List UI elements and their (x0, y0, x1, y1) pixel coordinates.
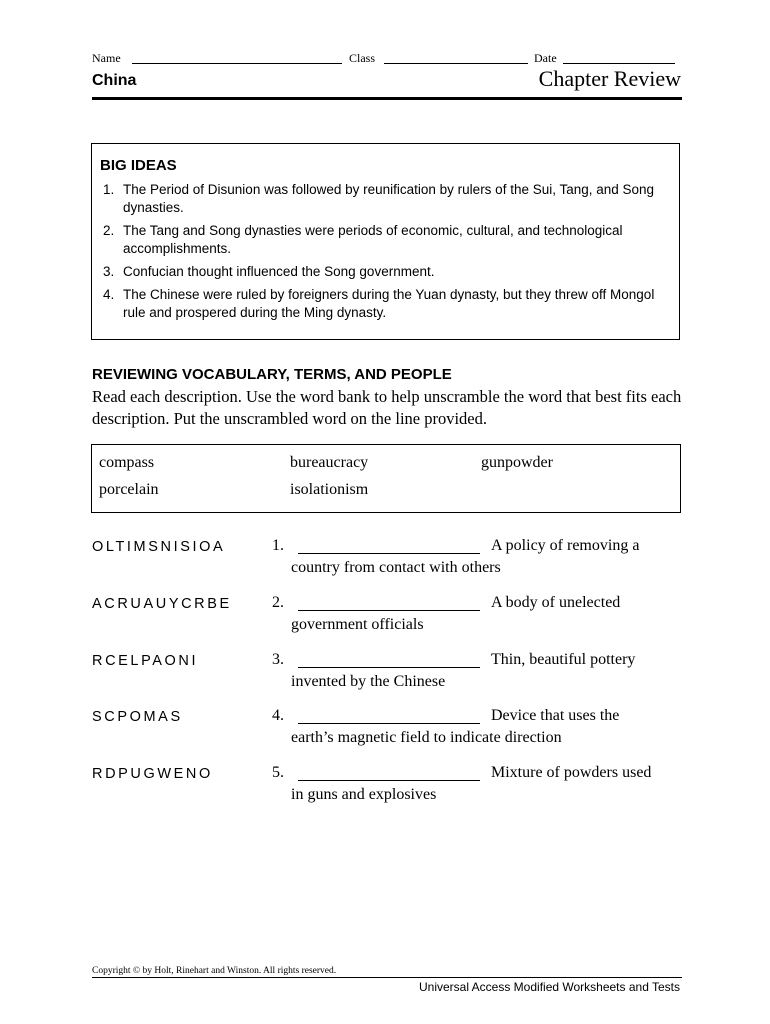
big-idea-text: Confucian thought influenced the Song government. (123, 264, 435, 279)
scrambled-word: SCPOMAS (92, 709, 183, 725)
scrambled-word: RCELPAONI (92, 653, 199, 669)
word-bank-item: porcelain (99, 481, 159, 498)
name-label: Name (92, 51, 121, 65)
copyright-notice: Copyright © by Holt, Rinehart and Winston. All rights reserved. (92, 966, 337, 976)
scrambled-word: OLTIMSNISIOA (92, 539, 226, 555)
big-idea-number: 3. (103, 264, 115, 279)
question-number: 1. (272, 537, 284, 554)
definition-line-1: Thin, beautiful pottery (491, 651, 636, 668)
big-idea-number: 1. (103, 182, 115, 197)
subject-title: China (92, 72, 137, 89)
big-idea-item (103, 263, 671, 281)
definition-line-1: Device that uses the (491, 707, 620, 724)
word-bank-item: bureaucracy (290, 454, 369, 471)
question-number: 3. (272, 651, 284, 668)
definition-line-1: A body of unelected (491, 594, 621, 611)
vocab-question (92, 651, 682, 701)
word-bank-item: gunpowder (481, 454, 553, 471)
answer-line[interactable] (298, 667, 480, 668)
answer-line[interactable] (298, 553, 480, 554)
date-label: Date (534, 51, 557, 65)
vocab-question (92, 594, 682, 644)
big-idea-text: The Period of Disunion was followed by reunification by rulers of the Sui, Tang, and Song dynasties. (123, 182, 655, 215)
big-idea-number: 4. (103, 287, 115, 302)
big-idea-item (103, 222, 671, 258)
answer-line[interactable] (298, 780, 480, 781)
definition-line-1: Mixture of powders used (491, 764, 652, 781)
definition-line-2: government officials (291, 616, 424, 633)
word-bank (91, 444, 681, 513)
scrambled-word: ACRUAUYCRBE (92, 596, 232, 612)
chapter-title: Chapter Review (538, 66, 681, 91)
definition-line-2: country from contact with others (291, 559, 501, 576)
scrambled-word: RDPUGWENO (92, 766, 213, 782)
big-idea-number: 2. (103, 223, 115, 238)
student-info-header (92, 51, 682, 65)
big-ideas-title: BIG IDEAS (100, 157, 177, 174)
vocab-question (92, 537, 682, 587)
big-ideas-list (103, 181, 671, 327)
class-field[interactable] (384, 63, 528, 64)
question-number: 5. (272, 764, 284, 781)
definition-line-2: invented by the Chinese (291, 673, 446, 690)
name-field[interactable] (132, 63, 342, 64)
question-number: 4. (272, 707, 284, 724)
vocab-question (92, 707, 682, 757)
big-idea-text: The Tang and Song dynasties were periods of economic, cultural, and technological accomplishments. (123, 223, 623, 256)
footer-source: Universal Access Modified Worksheets and Tests (418, 980, 680, 994)
vocab-instructions: Read each description. Use the word bank to help unscramble the word that best fits each description. Put the unscrambled word on the line provided. (92, 387, 682, 428)
big-idea-item (103, 286, 671, 322)
big-idea-text: The Chinese were ruled by foreigners during the Yuan dynasty, but they threw off Mongol rule and prospered during the Ming dynasty. (123, 287, 655, 320)
answer-line[interactable] (298, 610, 480, 611)
word-bank-item: isolationism (290, 481, 369, 498)
vocab-section-title: REVIEWING VOCABULARY, TERMS, AND PEOPLE (92, 366, 452, 383)
vocab-question (92, 764, 682, 814)
word-bank-item: compass (99, 454, 155, 471)
big-idea-item (103, 181, 671, 217)
definition-line-1: A policy of removing a (491, 537, 640, 554)
question-number: 2. (272, 594, 284, 611)
definition-line-2: in guns and explosives (291, 786, 437, 803)
header-divider (92, 97, 682, 100)
answer-line[interactable] (298, 723, 480, 724)
big-ideas-box (91, 143, 680, 340)
footer-divider (92, 977, 682, 978)
definition-line-2: earth’s magnetic field to indicate direction (291, 729, 562, 746)
class-label: Class (349, 51, 376, 65)
date-field[interactable] (563, 63, 675, 64)
